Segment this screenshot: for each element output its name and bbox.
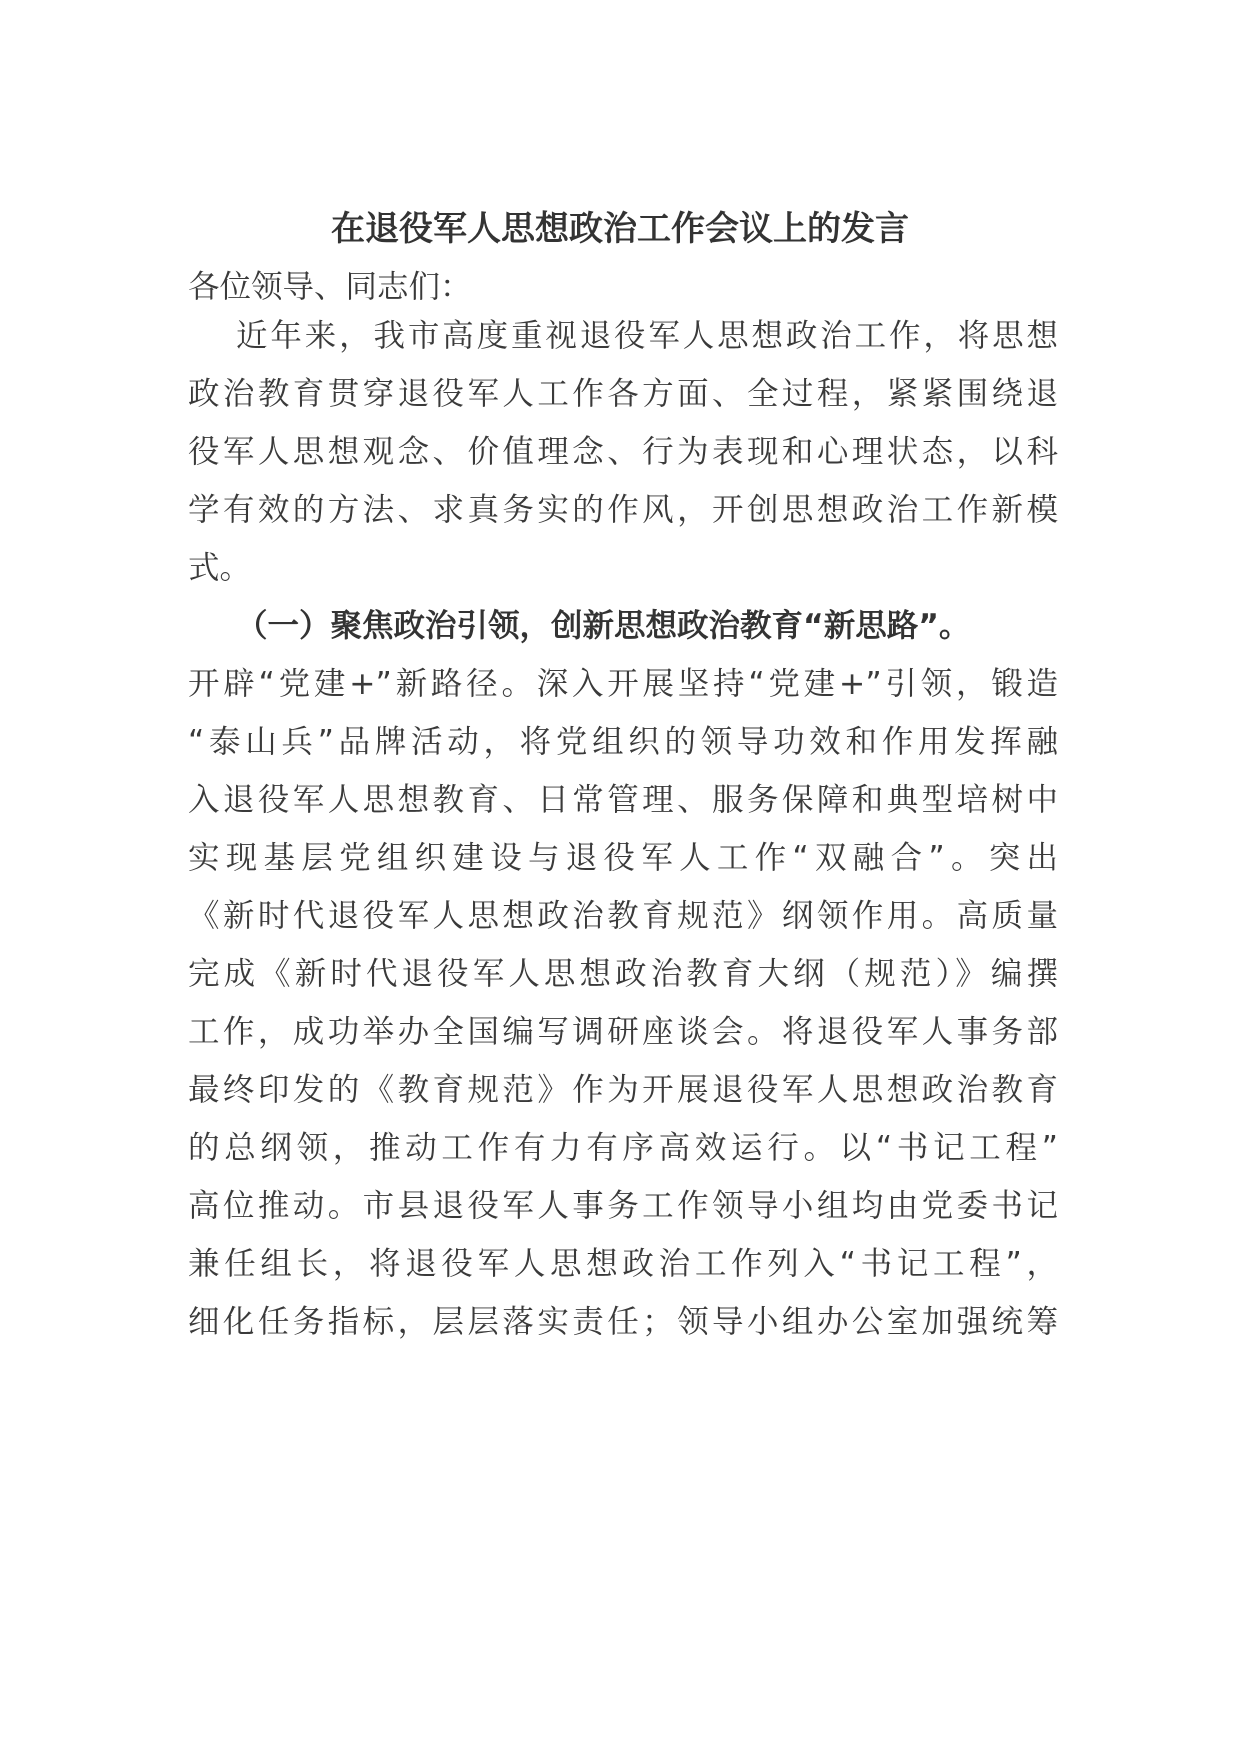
paragraph-2-line-11: 兼任组长，将退役军人思想政治工作列入“书记工程”， — [188, 1246, 1058, 1282]
paragraph-2-line-5: 《新时代退役军人思想政治教育规范》纲领作用。高质量 — [188, 898, 1058, 934]
paragraph-2-line-1: 开辟“党建+”新路径。深入开展坚持“党建+”引领，锻造 — [188, 666, 1058, 702]
paragraph-2-line-12: 细化任务指标，层层落实责任；领导小组办公室加强统筹 — [188, 1304, 1058, 1340]
paragraph-2-line-8: 最终印发的《教育规范》作为开展退役军人思想政治教育 — [188, 1072, 1058, 1108]
paragraph-2-line-6: 完成《新时代退役军人思想政治教育大纲（规范）》编撰 — [188, 956, 1058, 992]
paragraph-2-line-3: 入退役军人思想教育、日常管理、服务保障和典型培树中 — [188, 782, 1058, 818]
paragraph-1-line-4: 学有效的方法、求真务实的作风，开创思想政治工作新模 — [188, 492, 1058, 528]
paragraph-2-line-2: “泰山兵”品牌活动，将党组织的领导功效和作用发挥融 — [188, 724, 1058, 760]
section-heading: （一）聚焦政治引领，创新思想政治教育“新思路”。 — [236, 608, 971, 644]
salutation: 各位领导、同志们： — [188, 269, 472, 305]
paragraph-1-line-1: 近年来，我市高度重视退役军人思想政治工作，将思想 — [236, 318, 1058, 354]
paragraph-1-line-2: 政治教育贯穿退役军人工作各方面、全过程，紧紧围绕退 — [188, 376, 1058, 412]
paragraph-2-line-7: 工作，成功举办全国编写调研座谈会。将退役军人事务部 — [188, 1014, 1058, 1050]
page-title: 在退役军人思想政治工作会议上的发言 — [331, 209, 909, 249]
paragraph-2-line-4: 实现基层党组织建设与退役军人工作“双融合”。突出 — [188, 840, 1058, 876]
paragraph-1-line-3: 役军人思想观念、价值理念、行为表现和心理状态，以科 — [188, 434, 1058, 470]
paragraph-2-line-9: 的总纲领，推动工作有力有序高效运行。以“书记工程” — [188, 1130, 1058, 1166]
paragraph-2-line-10: 高位推动。市县退役军人事务工作领导小组均由党委书记 — [188, 1188, 1058, 1224]
paragraph-1-line-5: 式。 — [188, 550, 252, 586]
